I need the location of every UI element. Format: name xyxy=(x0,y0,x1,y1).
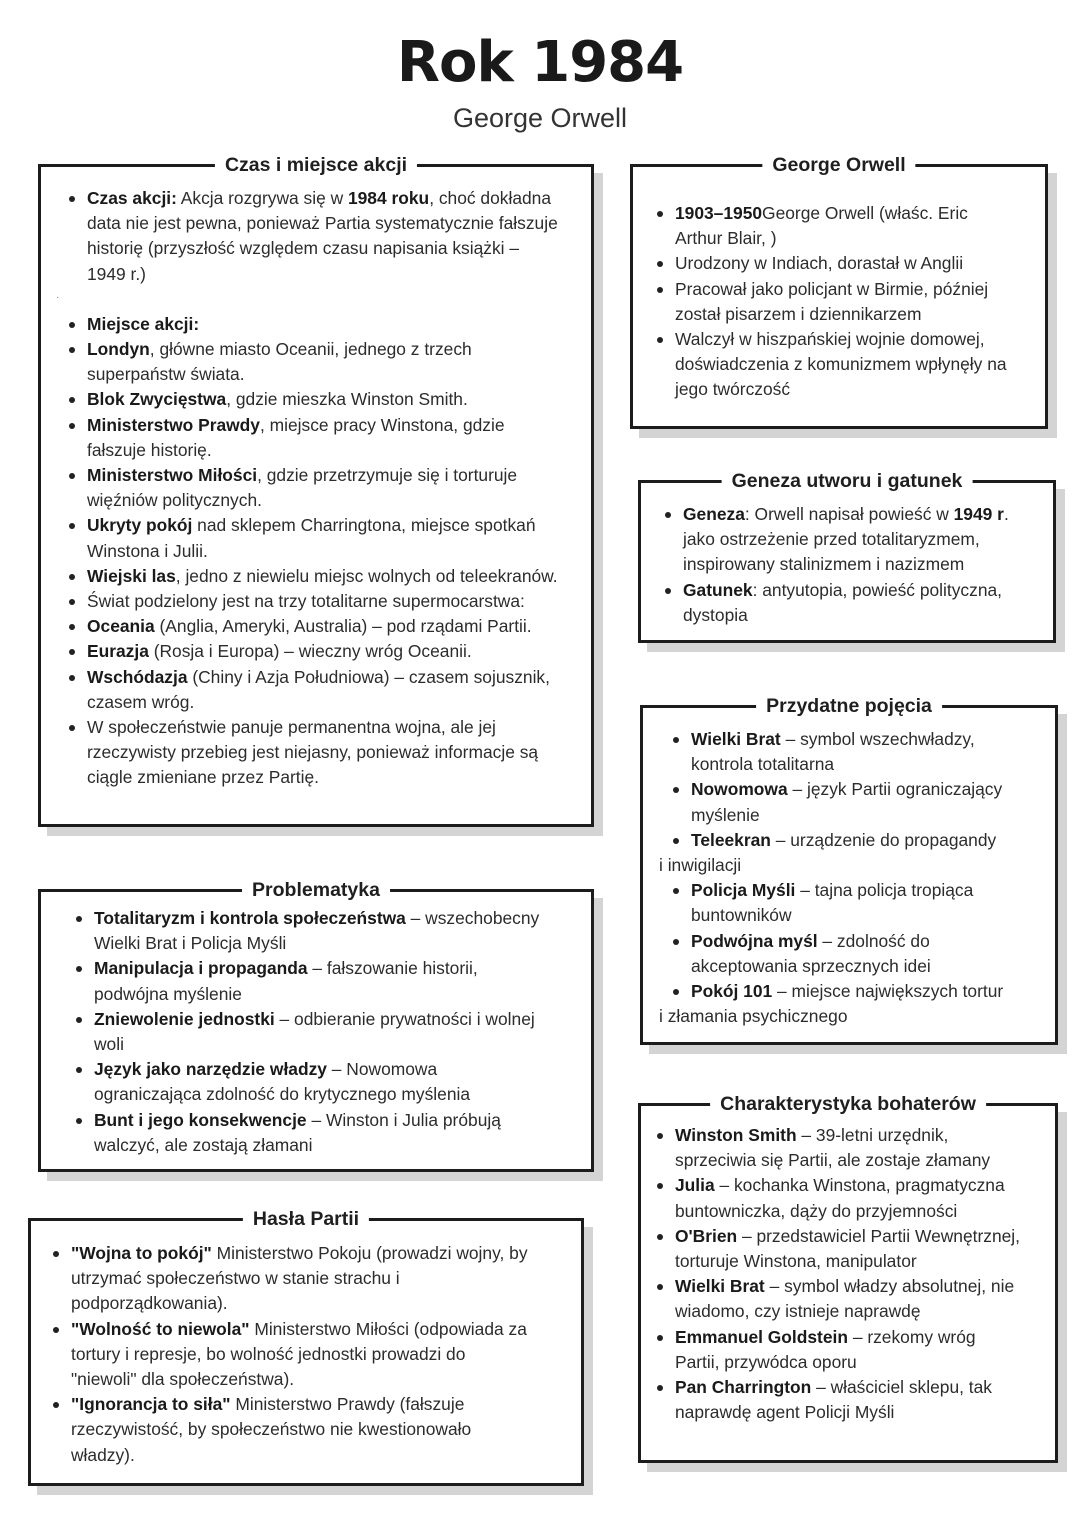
item-term: Winston Smith xyxy=(675,1125,797,1145)
item-text: – zdolność do akceptowania sprzecznych idei xyxy=(691,930,931,976)
item-list xyxy=(641,502,1021,628)
item-text: (Chiny i Azja Południowa) – czasem sojusznik, czasem wróg. xyxy=(87,666,550,712)
item-list xyxy=(633,201,1013,403)
item-term: "Wojna to pokój" xyxy=(71,1243,212,1263)
list-item xyxy=(41,186,561,287)
item-text: – fałszowanie historii, podwójna myślenie xyxy=(94,958,478,1004)
item-text: W społeczeństwie panuje permanentna wojna, ale jej rzeczywisty przebieg jest niejasny, ponieważ informacje są ciągle zmieniane przez Partię. xyxy=(87,717,539,788)
item-term: Oceania xyxy=(87,616,155,637)
section-charakterystyka-bohaterow xyxy=(638,1093,1058,1463)
item-term: Julia xyxy=(675,1175,715,1196)
list-item xyxy=(633,277,1013,327)
item-text: (Rosja i Europa) – wieczny wróg Oceanii. xyxy=(148,641,472,662)
item-text: : antyutopia, powieść polityczna, dystopia xyxy=(683,579,1002,625)
item-text: , miejsce pracy Winstona, gdzie fałszuje historię. xyxy=(87,414,505,460)
section-title: Czas i miejsce akcji xyxy=(215,152,417,178)
list-item xyxy=(643,878,1023,928)
item-text: – tajna policja tropiąca buntowników xyxy=(691,880,974,926)
item-term: "Ignorancja to siła" xyxy=(71,1394,231,1415)
item-term: Pan Charrington xyxy=(675,1377,812,1398)
item-term: Geneza xyxy=(683,504,745,524)
list-item xyxy=(41,956,541,1006)
section-title: Problematyka xyxy=(242,877,390,903)
item-continuation: i inwigilacji xyxy=(659,855,742,876)
item-term: 1903–1950 xyxy=(675,203,763,223)
item-term: 1949 r xyxy=(953,504,1004,524)
page-subtitle: George Orwell xyxy=(452,103,628,133)
item-term: Londyn xyxy=(87,339,150,360)
section-title: Charakterystyka bohaterów xyxy=(710,1091,986,1117)
item-list xyxy=(31,1241,531,1468)
list-item xyxy=(41,413,561,463)
item-term: Emmanuel Goldstein xyxy=(675,1326,848,1347)
list-item xyxy=(41,1057,541,1107)
item-text: – symbol wszechwładzy, kontrola totalitarna xyxy=(691,729,975,775)
section-title: George Orwell xyxy=(762,152,915,178)
section-title: Przydatne pojęcia xyxy=(756,693,942,719)
item-text: – kochanka Winstona, pragmatyczna buntowniczka, dąży do przyjemności xyxy=(675,1175,1005,1221)
item-term: Ministerstwo Miłości xyxy=(87,465,258,486)
item-term: Totalitaryzm i kontrola społeczeństwa xyxy=(94,908,406,928)
item-text: – odbieranie prywatności i wolnej woli xyxy=(94,1008,535,1055)
list-item xyxy=(633,327,1013,403)
item-list xyxy=(41,906,541,1158)
item-term: Miejsce akcji: xyxy=(87,313,200,334)
list-item xyxy=(31,1241,531,1317)
item-text: Świat podzielony jest na trzy totalitarne supermocarstwa: xyxy=(87,591,525,612)
item-text: Ministerstwo Miłości (odpowiada za tortury i represje, bo wolność jednostki prowadzi do "niewoli" dla społeczeństwa). xyxy=(71,1318,527,1390)
section-george-orwell xyxy=(630,154,1048,429)
item-text: – język Partii ograniczający myślenie xyxy=(691,779,1003,825)
item-term: Wielki Brat xyxy=(675,1276,765,1297)
item-text: Pracował jako policjant w Birmie, później został pisarzem i dziennikarzem xyxy=(675,278,989,324)
item-text: Walczył w hiszpańskiej wojnie domowej, doświadczenia z komunizmem wpłynęły na jego twórczość xyxy=(675,329,1007,400)
item-text: – przedstawiciel Partii Wewnętrznej, torturuje Winstona, manipulator xyxy=(675,1225,1020,1272)
item-text: – 39-letni urzędnik, sprzeciwia się Partii, ale zostaje złamany xyxy=(675,1125,991,1171)
item-term: Pokój 101 xyxy=(691,981,773,1002)
list-item xyxy=(643,727,1023,777)
list-item xyxy=(31,1317,531,1393)
item-text: , główne miasto Oceanii, jednego z trzech superpaństw świata. xyxy=(87,339,472,385)
item-text: Ministerstwo Pokoju (prowadzi wojny, by utrzymać społeczeństwo w stanie strachu i podporządkowania). xyxy=(71,1243,528,1314)
item-text: – miejsce największych tortur xyxy=(772,981,1004,1002)
item-term: Wielki Brat xyxy=(691,729,781,749)
list-item xyxy=(643,828,1023,853)
list-item xyxy=(633,201,1013,251)
item-text: – urządzenie do propagandy xyxy=(770,829,997,850)
list-item xyxy=(641,502,1021,578)
item-term: Wiejski las xyxy=(87,565,176,586)
list-item xyxy=(641,1224,1021,1274)
list-item xyxy=(641,578,1021,628)
item-text: – Winston i Julia próbują walczyć, ale zostają złamani xyxy=(94,1109,501,1155)
item-term: Podwójna myśl xyxy=(691,930,818,951)
item-term: Blok Zwycięstwa xyxy=(87,389,227,410)
spacer xyxy=(41,287,561,312)
item-text: : Orwell napisał powieść w xyxy=(744,504,954,524)
item-text: – właściciel sklepu, tak naprawdę agent Policji Myśli xyxy=(675,1377,992,1423)
item-text: , gdzie mieszka Winston Smith. xyxy=(226,389,468,410)
item-text: – symbol władzy absolutnej, nie wiadomo, czy istnieje naprawdę xyxy=(675,1276,1015,1322)
item-text: Ministerstwo Prawdy (fałszuje rzeczywistość, by społeczeństwo nie kwestionowało władzy). xyxy=(71,1394,472,1465)
list-item xyxy=(643,929,1023,979)
item-text: , choć dokładna data nie jest pewna, ponieważ Partia systematycznie fałszuje historię (przyszłość względem czasu napisania książki – 1949 r.) xyxy=(87,188,558,284)
item-text: Akcja rozgrywa się w xyxy=(176,188,348,208)
item-term: Teleekran xyxy=(691,829,771,850)
item-term: "Wolność to niewola" xyxy=(71,1318,250,1339)
list-item xyxy=(41,614,561,639)
list-item xyxy=(31,1392,531,1468)
item-term: Manipulacja i propaganda xyxy=(94,958,308,979)
item-term: Wschódazja xyxy=(87,666,188,687)
section-geneza xyxy=(638,470,1056,643)
list-item xyxy=(643,777,1023,827)
list-item xyxy=(641,1123,1021,1173)
item-text: ) xyxy=(770,228,777,249)
list-item xyxy=(41,906,541,956)
list-item xyxy=(41,337,561,387)
item-term: Gatunek xyxy=(683,579,753,600)
list-item xyxy=(41,665,561,715)
item-text: – wszechobecny Wielki Brat i Policja Myśli xyxy=(94,908,540,954)
list-item xyxy=(41,1108,541,1158)
list-item xyxy=(41,564,561,589)
item-term: Zniewolenie jednostki xyxy=(94,1008,275,1029)
list-item xyxy=(41,463,561,513)
section-czas-i-miejsce xyxy=(38,154,594,827)
item-term: O'Brien xyxy=(675,1225,738,1246)
item-text: . jako ostrzeżenie przed totalitaryzmem, inspirowany stalinizmem i nazizmem xyxy=(683,504,1009,575)
section-przydatne-pojecia xyxy=(640,695,1058,1045)
item-term: Eurazja xyxy=(87,641,149,662)
item-term: Policja Myśli xyxy=(691,880,796,901)
item-term: Ministerstwo Prawdy xyxy=(87,414,260,435)
item-list xyxy=(41,186,561,791)
list-item xyxy=(641,1173,1021,1223)
item-term: Język jako narzędzie władzy xyxy=(94,1059,327,1080)
list-item xyxy=(641,1375,1021,1425)
list-item xyxy=(643,979,1023,1004)
list-item xyxy=(641,1274,1021,1324)
list-item xyxy=(41,715,561,791)
item-text: Urodzony w Indiach, dorastał w Anglii xyxy=(675,253,964,274)
stray-dot: · xyxy=(56,292,60,303)
item-term: 1984 roku xyxy=(347,188,430,208)
section-title: Geneza utworu i gatunek xyxy=(722,468,973,494)
section-title: Hasła Partii xyxy=(243,1206,369,1232)
list-item xyxy=(41,1007,541,1057)
item-continuation: i złamania psychicznego xyxy=(659,1006,848,1027)
item-term: Czas akcji: xyxy=(87,188,177,208)
item-term: Ukryty pokój xyxy=(87,515,193,536)
list-item xyxy=(633,251,1013,276)
list-item xyxy=(41,589,561,614)
item-text: , jedno z niewielu miejsc wolnych od teleekranów. xyxy=(175,565,558,586)
list-item xyxy=(41,639,561,664)
item-text: – Nowomowa ograniczająca zdolność do krytycznego myślenia xyxy=(94,1059,471,1105)
list-item xyxy=(41,387,561,412)
item-list xyxy=(641,1123,1021,1425)
item-text: (Anglia, Ameryki, Australia) – pod rządami Partii. xyxy=(154,616,532,637)
section-problematyka xyxy=(38,879,594,1172)
list-item xyxy=(41,312,561,337)
item-term: Bunt i jego konsekwencje xyxy=(94,1109,307,1130)
item-term: Nowomowa xyxy=(691,779,788,800)
item-text: George Orwell (właśc. Eric Arthur Blair, xyxy=(675,203,968,249)
list-item xyxy=(641,1325,1021,1375)
item-text: – rzekomy wróg Partii, przywódca oporu xyxy=(675,1326,976,1372)
item-list xyxy=(643,727,1023,1029)
item-text: nad sklepem Charringtona, miejsce spotkań Winstona i Julii. xyxy=(87,515,536,561)
page-title: Rok 1984 xyxy=(396,30,684,95)
list-item xyxy=(41,513,561,563)
section-hasla-partii xyxy=(28,1208,584,1486)
item-text: , gdzie przetrzymuje się i torturuje więźniów politycznych. xyxy=(87,465,518,511)
